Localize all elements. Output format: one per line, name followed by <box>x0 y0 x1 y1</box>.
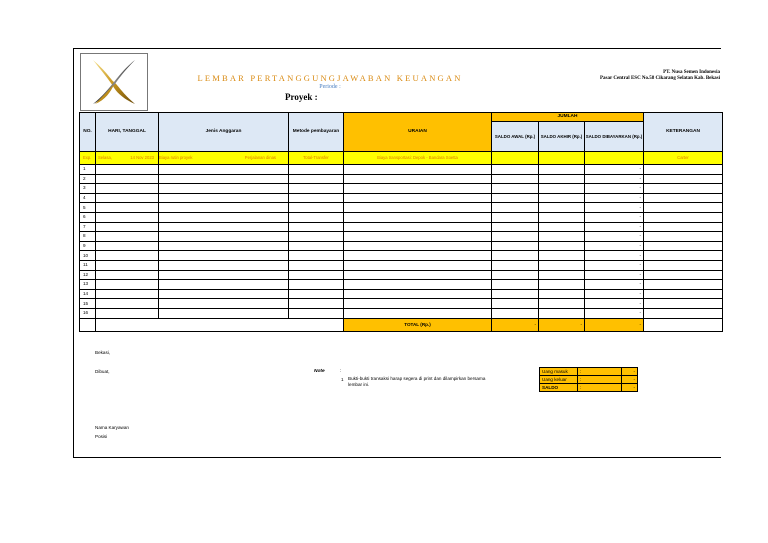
row-cell <box>159 260 289 270</box>
gold-x-logo-icon <box>81 54 147 110</box>
row-cell <box>159 232 289 242</box>
row-number: 7 <box>80 222 96 232</box>
col-header-saldo-dibayarkan: SALDO DIBAYARKAN (Rp.) <box>585 122 644 152</box>
row-cell <box>289 251 344 261</box>
row-cell <box>289 193 344 203</box>
row-cell <box>344 212 492 222</box>
row-cell <box>344 241 492 251</box>
row-cell <box>344 203 492 213</box>
summary-colon: : <box>578 368 622 376</box>
row-cell <box>644 232 723 242</box>
row-cell <box>344 165 492 175</box>
summary-label: Uang masuk <box>540 368 578 376</box>
example-no: Exp. <box>80 152 96 165</box>
company-address: Pasar Central ESC No.58 Cikarang Selatan Kab. Bekasi <box>599 76 720 81</box>
row-saldo-dibayar: - <box>585 174 644 184</box>
row-cell <box>644 222 723 232</box>
col-header-metode: Metode pembayaran <box>289 113 344 152</box>
row-cell <box>492 299 539 309</box>
note-text: Bukti-bukti transaksi harap segera di print dan dilampirkan bersama lembar ini. <box>348 376 486 387</box>
row-cell <box>539 280 585 290</box>
document-title: LEMBAR PERTANGGUNGJAWABAN KEUANGAN <box>197 73 463 83</box>
row-cell <box>539 174 585 184</box>
row-cell <box>644 260 723 270</box>
row-cell <box>344 308 492 318</box>
row-saldo-dibayar: - <box>585 165 644 175</box>
row-cell <box>159 251 289 261</box>
row-cell <box>159 308 289 318</box>
table-row <box>80 241 723 251</box>
table-row <box>80 270 723 280</box>
row-number: 12 <box>80 270 96 280</box>
row-saldo-dibayar: - <box>585 289 644 299</box>
row-cell <box>344 222 492 232</box>
row-cell <box>492 280 539 290</box>
row-number: 13 <box>80 280 96 290</box>
row-saldo-dibayar: - <box>585 308 644 318</box>
note-number: 1 <box>341 377 344 382</box>
row-cell <box>539 184 585 194</box>
row-cell <box>289 299 344 309</box>
row-cell <box>644 165 723 175</box>
row-cell <box>96 203 159 213</box>
row-cell <box>644 289 723 299</box>
row-number: 14 <box>80 289 96 299</box>
row-cell <box>159 174 289 184</box>
row-cell <box>289 222 344 232</box>
example-keterangan: Carter <box>644 152 723 165</box>
row-cell <box>289 260 344 270</box>
total-saldo-awal: - <box>492 318 539 331</box>
row-cell <box>492 212 539 222</box>
row-cell <box>492 308 539 318</box>
row-number: 9 <box>80 241 96 251</box>
table-row <box>80 184 723 194</box>
table-row <box>80 203 723 213</box>
summary-row <box>540 368 638 376</box>
row-cell <box>644 193 723 203</box>
row-saldo-dibayar: - <box>585 299 644 309</box>
example-day: Selasa, <box>98 155 112 160</box>
total-keterangan <box>644 318 723 331</box>
example-metode: Total-Transfer <box>289 152 344 165</box>
row-saldo-dibayar: - <box>585 251 644 261</box>
row-cell <box>644 212 723 222</box>
row-cell <box>289 165 344 175</box>
footer-posisi: Posisi <box>95 434 108 439</box>
example-hari <box>96 152 159 165</box>
summary-row <box>540 376 638 384</box>
table-row <box>80 174 723 184</box>
row-cell <box>289 184 344 194</box>
row-cell <box>96 270 159 280</box>
table-row <box>80 222 723 232</box>
col-header-jumlah: JUMLAH <box>492 113 644 122</box>
row-saldo-dibayar: - <box>585 184 644 194</box>
example-date: 14 Nov 2023 <box>130 155 154 160</box>
row-cell <box>492 289 539 299</box>
row-number: 15 <box>80 299 96 309</box>
row-cell <box>344 232 492 242</box>
row-cell <box>96 308 159 318</box>
row-cell <box>159 193 289 203</box>
table-row <box>80 280 723 290</box>
row-cell <box>289 174 344 184</box>
total-saldo-dibayar: - <box>585 318 644 331</box>
row-cell <box>96 174 159 184</box>
row-cell <box>159 299 289 309</box>
row-cell <box>644 174 723 184</box>
row-cell <box>644 241 723 251</box>
note-label: Note <box>314 369 325 374</box>
example-saldo-awal <box>492 152 539 165</box>
summary-value: - <box>622 376 638 384</box>
row-cell <box>344 270 492 280</box>
row-cell <box>344 260 492 270</box>
row-cell <box>644 251 723 261</box>
row-cell <box>159 270 289 280</box>
proyek-label: Proyek : <box>285 92 318 102</box>
row-saldo-dibayar: - <box>585 203 644 213</box>
example-jenis <box>159 152 289 165</box>
row-cell <box>289 241 344 251</box>
summary-table <box>539 367 638 392</box>
row-cell <box>96 222 159 232</box>
row-cell <box>289 289 344 299</box>
row-cell <box>96 184 159 194</box>
row-cell <box>96 280 159 290</box>
example-jenis-2: Perjalanan dinas <box>244 155 276 160</box>
row-cell <box>539 289 585 299</box>
row-cell <box>644 270 723 280</box>
row-cell <box>344 184 492 194</box>
footer-bekasi: Bekasi, <box>95 350 111 355</box>
table-row <box>80 165 723 175</box>
row-cell <box>344 289 492 299</box>
row-cell <box>644 299 723 309</box>
row-number: 8 <box>80 232 96 242</box>
row-cell <box>344 251 492 261</box>
table-row <box>80 193 723 203</box>
row-saldo-dibayar: - <box>585 193 644 203</box>
row-saldo-dibayar: - <box>585 280 644 290</box>
row-cell <box>96 251 159 261</box>
row-number: 2 <box>80 174 96 184</box>
expense-table <box>79 112 723 332</box>
row-saldo-dibayar: - <box>585 232 644 242</box>
row-cell <box>96 193 159 203</box>
total-spacer-wide <box>96 318 344 331</box>
summary-colon: : <box>578 376 622 384</box>
row-cell <box>539 308 585 318</box>
row-cell <box>644 184 723 194</box>
table-row <box>80 299 723 309</box>
col-header-saldo-akhir: SALDO AKHIR (Rp.) <box>539 122 585 152</box>
summary-row <box>540 384 638 392</box>
total-spacer <box>80 318 96 331</box>
row-cell <box>344 280 492 290</box>
row-cell <box>492 232 539 242</box>
row-cell <box>159 241 289 251</box>
summary-label: Uang keluar <box>540 376 578 384</box>
company-info <box>600 70 720 82</box>
row-cell <box>644 203 723 213</box>
row-cell <box>492 260 539 270</box>
row-cell <box>159 184 289 194</box>
periode-label: Periode : <box>319 84 341 90</box>
row-cell <box>344 299 492 309</box>
row-cell <box>289 232 344 242</box>
row-cell <box>539 212 585 222</box>
row-cell <box>96 232 159 242</box>
table-row <box>80 289 723 299</box>
row-cell <box>344 193 492 203</box>
col-header-hari: HARI, TANGGAL <box>96 113 159 152</box>
row-number: 6 <box>80 212 96 222</box>
row-cell <box>492 270 539 280</box>
row-cell <box>539 241 585 251</box>
row-cell <box>289 280 344 290</box>
table-row <box>80 308 723 318</box>
col-header-saldo-awal: SALDO AWAL (Rp.) <box>492 122 539 152</box>
summary-label: SALDO <box>540 384 578 392</box>
total-label: TOTAL (Rp.) <box>344 318 492 331</box>
row-number: 4 <box>80 193 96 203</box>
table-row <box>80 232 723 242</box>
row-cell <box>96 299 159 309</box>
row-cell <box>289 203 344 213</box>
row-cell <box>159 280 289 290</box>
company-logo <box>80 53 148 111</box>
row-cell <box>96 165 159 175</box>
row-cell <box>492 241 539 251</box>
example-jenis-1: Biaya rutin proyek <box>159 155 193 160</box>
total-row <box>80 318 723 331</box>
row-cell <box>289 270 344 280</box>
row-cell <box>539 232 585 242</box>
row-cell <box>539 193 585 203</box>
row-cell <box>539 165 585 175</box>
footer-dibuat: Dibuat, <box>95 369 110 374</box>
summary-value: - <box>622 384 638 392</box>
row-saldo-dibayar: - <box>585 260 644 270</box>
table-row <box>80 212 723 222</box>
row-cell <box>344 174 492 184</box>
example-saldo-dibayar <box>585 152 644 165</box>
row-saldo-dibayar: - <box>585 212 644 222</box>
col-header-keterangan: KETERANGAN <box>644 113 723 152</box>
col-header-jenis: Jenis Anggaran <box>159 113 289 152</box>
row-saldo-dibayar: - <box>585 241 644 251</box>
row-number: 5 <box>80 203 96 213</box>
total-saldo-akhir: - <box>539 318 585 331</box>
col-header-uraian: URAIAN <box>344 113 492 152</box>
table-row <box>80 251 723 261</box>
row-number: 10 <box>80 251 96 261</box>
row-cell <box>492 184 539 194</box>
row-cell <box>539 251 585 261</box>
row-cell <box>539 270 585 280</box>
row-number: 11 <box>80 260 96 270</box>
row-cell <box>96 289 159 299</box>
company-name: PT. Nusa Semen Indonesia <box>663 70 720 75</box>
row-cell <box>539 203 585 213</box>
row-cell <box>96 260 159 270</box>
footer-nama-karyawan: Nama Karyawan <box>95 425 129 430</box>
row-cell <box>159 212 289 222</box>
example-row <box>80 152 723 165</box>
row-cell <box>492 251 539 261</box>
row-cell <box>159 203 289 213</box>
row-number: 1 <box>80 165 96 175</box>
row-cell <box>644 308 723 318</box>
row-cell <box>289 308 344 318</box>
row-cell <box>539 222 585 232</box>
row-number: 3 <box>80 184 96 194</box>
row-cell <box>539 260 585 270</box>
row-cell <box>492 222 539 232</box>
example-uraian: Biaya transportasi: Depok - Bandara Soetta <box>344 152 492 165</box>
row-cell <box>492 174 539 184</box>
row-saldo-dibayar: - <box>585 222 644 232</box>
table-body <box>80 165 723 319</box>
row-cell <box>644 280 723 290</box>
row-cell <box>159 165 289 175</box>
note-colon: : <box>340 369 342 374</box>
row-cell <box>539 299 585 309</box>
row-number: 16 <box>80 308 96 318</box>
example-saldo-akhir <box>539 152 585 165</box>
row-cell <box>492 203 539 213</box>
summary-colon: : <box>578 384 622 392</box>
table-row <box>80 260 723 270</box>
row-cell <box>159 289 289 299</box>
row-cell <box>96 241 159 251</box>
row-cell <box>492 193 539 203</box>
summary-value: - <box>622 368 638 376</box>
row-cell <box>289 212 344 222</box>
row-cell <box>96 212 159 222</box>
row-saldo-dibayar: - <box>585 270 644 280</box>
col-header-no: NO. <box>80 113 96 152</box>
row-cell <box>159 222 289 232</box>
row-cell <box>492 165 539 175</box>
